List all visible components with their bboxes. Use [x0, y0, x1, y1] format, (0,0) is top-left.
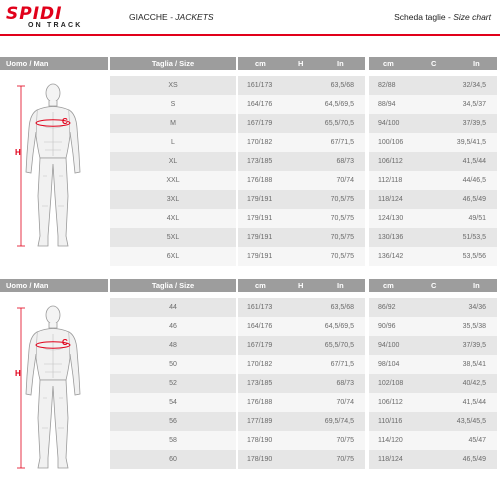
person-label: Uomo / Man	[6, 281, 49, 290]
size-cell	[110, 190, 236, 209]
chest-cell	[369, 190, 497, 209]
chest-cm-value: 110/116	[378, 418, 403, 425]
size-cell	[110, 412, 236, 431]
chest-letter: C	[431, 59, 437, 68]
chest-cell	[369, 133, 497, 152]
height-cell	[238, 95, 365, 114]
height-cell	[238, 431, 365, 450]
height-in-value: 65,5/70,5	[324, 342, 354, 349]
header-person	[0, 57, 108, 70]
logo-tagline: ON TRACK	[28, 22, 83, 29]
header-size	[110, 279, 236, 292]
table-row	[0, 336, 500, 355]
header-chest	[369, 57, 497, 70]
size-value: 52	[169, 380, 177, 387]
size-cell	[110, 450, 236, 469]
height-cell	[238, 412, 365, 431]
chest-in-value: 53,5/56	[462, 253, 486, 260]
height-cm-value: 167/179	[247, 342, 273, 349]
table-row	[0, 171, 500, 190]
height-cell	[238, 152, 365, 171]
size-cell	[110, 431, 236, 450]
chest-cm-value: 118/124	[378, 456, 403, 463]
size-value: L	[171, 139, 175, 146]
chest-cell	[369, 152, 497, 171]
height-cm-value: 164/176	[247, 101, 273, 108]
size-value: XS	[168, 82, 178, 89]
height-in-value: 68/73	[336, 380, 354, 387]
height-cm-label: cm	[255, 281, 266, 290]
chest-in-value: 46,5/49	[462, 456, 486, 463]
size-value: 48	[169, 342, 177, 349]
size-cell	[110, 209, 236, 228]
height-in-value: 70/75	[336, 437, 354, 444]
size-cell	[110, 76, 236, 95]
size-value: 44	[169, 304, 177, 311]
chest-cm-value: 86/92	[378, 304, 396, 311]
size-value: 4XL	[166, 215, 180, 222]
height-cell	[238, 228, 365, 247]
chest-cell	[369, 450, 497, 469]
table-row	[0, 114, 500, 133]
chest-cell	[369, 317, 497, 336]
chest-cm-value: 102/108	[378, 380, 404, 387]
subtitle-english: Size chart	[453, 12, 491, 22]
table-row	[0, 152, 500, 171]
chest-in-value: 49/51	[468, 215, 486, 222]
header-height	[238, 279, 365, 292]
chest-cm-value: 112/118	[378, 177, 403, 184]
chest-in-value: 43,5/45,5	[456, 418, 486, 425]
chest-in-value: 51/53,5	[462, 234, 486, 241]
chest-cm-value: 98/104	[378, 361, 400, 368]
logo-wordmark: SPIDI	[6, 4, 63, 24]
chest-cm-value: 130/136	[378, 234, 404, 241]
size-table-numbers	[0, 279, 500, 469]
table-header	[0, 57, 500, 70]
height-cm-value: 170/182	[247, 361, 273, 368]
height-cm-value: 179/191	[247, 234, 273, 241]
header	[0, 0, 500, 34]
table-row	[0, 228, 500, 247]
height-cm-value: 179/191	[247, 253, 273, 260]
height-cm-value: 179/191	[247, 196, 273, 203]
height-cm-value: 170/182	[247, 139, 273, 146]
table-row	[0, 76, 500, 95]
chest-in-value: 44/46,5	[462, 177, 486, 184]
height-in-value: 65,5/70,5	[324, 120, 354, 127]
chest-cell	[369, 76, 497, 95]
chest-cell	[369, 393, 497, 412]
person-label: Uomo / Man	[6, 59, 49, 68]
size-value: 54	[169, 399, 177, 406]
chest-cell	[369, 247, 497, 266]
size-cell	[110, 298, 236, 317]
height-cell	[238, 336, 365, 355]
height-cell	[238, 133, 365, 152]
height-cell	[238, 171, 365, 190]
figure-chest-label: C	[62, 338, 68, 347]
chest-cm-value: 94/100	[378, 120, 400, 127]
height-cell	[238, 355, 365, 374]
table-row	[0, 431, 500, 450]
subtitle-italian: Scheda taglie	[394, 12, 446, 22]
height-in-label: In	[337, 59, 344, 68]
height-cm-value: 173/185	[247, 158, 273, 165]
height-in-value: 69,5/74,5	[324, 418, 354, 425]
height-cell	[238, 317, 365, 336]
size-value: 60	[169, 456, 177, 463]
height-letter: H	[298, 281, 304, 290]
chest-in-value: 38,5/41	[462, 361, 486, 368]
chest-cm-value: 106/112	[378, 399, 403, 406]
table-row	[0, 133, 500, 152]
chest-cell	[369, 412, 497, 431]
table-row	[0, 95, 500, 114]
height-cm-value: 176/188	[247, 399, 273, 406]
table-header	[0, 279, 500, 292]
height-in-value: 63,5/68	[330, 304, 354, 311]
table-row	[0, 450, 500, 469]
size-value: 3XL	[166, 196, 180, 203]
chest-cm-label: cm	[383, 59, 394, 68]
size-table-letters	[0, 57, 500, 265]
size-cell	[110, 171, 236, 190]
height-in-value: 70,5/75	[330, 253, 354, 260]
height-in-label: In	[337, 281, 344, 290]
chest-cm-value: 100/106	[378, 139, 404, 146]
title-english: JACKETS	[175, 12, 214, 22]
figure-height-label: H	[15, 369, 21, 378]
chest-in-value: 41,5/44	[462, 158, 486, 165]
table-row	[0, 412, 500, 431]
size-value: 5XL	[166, 234, 180, 241]
size-label: Taglia / Size	[151, 281, 195, 290]
size-cell	[110, 374, 236, 393]
height-cm-value: 178/190	[247, 456, 273, 463]
size-value: 56	[169, 418, 177, 425]
chest-cm-value: 94/100	[378, 342, 400, 349]
chest-cm-value: 136/142	[378, 253, 404, 260]
chest-cell	[369, 171, 497, 190]
chest-cm-value: 90/96	[378, 323, 396, 330]
height-letter: H	[298, 59, 304, 68]
size-cell	[110, 355, 236, 374]
height-in-value: 70/74	[336, 399, 354, 406]
page-title	[129, 12, 214, 22]
height-cm-value: 161/173	[247, 82, 273, 89]
table-row	[0, 374, 500, 393]
size-value: 6XL	[166, 253, 180, 260]
chest-in-value: 39,5/41,5	[456, 139, 486, 146]
chest-cell	[369, 95, 497, 114]
size-cell	[110, 336, 236, 355]
size-value: M	[170, 120, 176, 127]
chest-cell	[369, 114, 497, 133]
size-cell	[110, 393, 236, 412]
size-cell	[110, 228, 236, 247]
chest-in-value: 34,5/37	[462, 101, 486, 108]
chest-cell	[369, 355, 497, 374]
height-cm-value: 164/176	[247, 323, 273, 330]
height-in-value: 70/74	[336, 177, 354, 184]
chest-cell	[369, 298, 497, 317]
size-value: 46	[169, 323, 177, 330]
height-cm-value: 173/185	[247, 380, 273, 387]
header-height	[238, 57, 365, 70]
height-cell	[238, 298, 365, 317]
height-in-value: 63,5/68	[330, 82, 354, 89]
table-row	[0, 298, 500, 317]
chest-in-value: 35,5/38	[462, 323, 486, 330]
chest-in-value: 34/36	[468, 304, 486, 311]
height-cm-value: 161/173	[247, 304, 273, 311]
size-label: Taglia / Size	[151, 59, 195, 68]
size-value: S	[170, 101, 176, 108]
chest-in-label: In	[473, 59, 480, 68]
height-in-value: 64,5/69,5	[324, 101, 354, 108]
chest-in-value: 46,5/49	[462, 196, 486, 203]
title-separator: -	[167, 12, 176, 22]
size-value: 50	[169, 361, 177, 368]
chest-in-value: 40/42,5	[462, 380, 486, 387]
figure-height-label: H	[15, 148, 21, 157]
size-value: 58	[169, 437, 177, 444]
chest-cell	[369, 209, 497, 228]
header-chest	[369, 279, 497, 292]
chest-in-value: 45/47	[468, 437, 486, 444]
chest-cell	[369, 431, 497, 450]
height-cell	[238, 209, 365, 228]
table-row	[0, 209, 500, 228]
size-cell	[110, 95, 236, 114]
height-in-value: 67/71,5	[330, 361, 354, 368]
size-cell	[110, 114, 236, 133]
table-row	[0, 317, 500, 336]
height-cm-value: 177/189	[247, 418, 273, 425]
chest-cell	[369, 374, 497, 393]
spidi-logo	[6, 6, 96, 32]
header-size	[110, 57, 236, 70]
height-cell	[238, 450, 365, 469]
height-cell	[238, 190, 365, 209]
height-cm-value: 176/188	[247, 177, 273, 184]
chest-cm-value: 106/112	[378, 158, 403, 165]
height-in-value: 64,5/69,5	[324, 323, 354, 330]
table-row	[0, 355, 500, 374]
chest-cell	[369, 228, 497, 247]
height-cm-label: cm	[255, 59, 266, 68]
height-cm-value: 167/179	[247, 120, 273, 127]
chest-cm-value: 114/120	[378, 437, 403, 444]
height-cell	[238, 247, 365, 266]
chest-cm-value: 88/94	[378, 101, 396, 108]
header-divider	[0, 34, 500, 36]
height-in-value: 68/73	[336, 158, 354, 165]
chest-cm-value: 118/124	[378, 196, 403, 203]
height-in-value: 67/71,5	[330, 139, 354, 146]
height-in-value: 70,5/75	[330, 196, 354, 203]
header-person	[0, 279, 108, 292]
chest-cm-value: 82/88	[378, 82, 396, 89]
chest-in-label: In	[473, 281, 480, 290]
title-italian: GIACCHE	[129, 12, 168, 22]
size-cell	[110, 317, 236, 336]
page-subtitle	[394, 12, 491, 22]
chest-cell	[369, 336, 497, 355]
chest-cm-label: cm	[383, 281, 394, 290]
height-in-value: 70,5/75	[330, 234, 354, 241]
chest-in-value: 41,5/44	[462, 399, 486, 406]
size-cell	[110, 133, 236, 152]
height-cell	[238, 393, 365, 412]
size-value: XL	[168, 158, 178, 165]
subtitle-separator: -	[445, 12, 454, 22]
height-in-value: 70/75	[336, 456, 354, 463]
size-cell	[110, 152, 236, 171]
height-cell	[238, 76, 365, 95]
chest-in-value: 32/34,5	[462, 82, 486, 89]
figure-chest-label: C	[62, 117, 68, 126]
chest-in-value: 37/39,5	[462, 120, 486, 127]
height-cm-value: 179/191	[247, 215, 273, 222]
chest-letter: C	[431, 281, 437, 290]
table-row	[0, 190, 500, 209]
chest-in-value: 37/39,5	[462, 342, 486, 349]
table-row	[0, 393, 500, 412]
size-cell	[110, 247, 236, 266]
chest-cm-value: 124/130	[378, 215, 404, 222]
height-cell	[238, 374, 365, 393]
height-cell	[238, 114, 365, 133]
height-in-value: 70,5/75	[330, 215, 354, 222]
size-value: XXL	[166, 177, 180, 184]
height-cm-value: 178/190	[247, 437, 273, 444]
table-row	[0, 247, 500, 266]
